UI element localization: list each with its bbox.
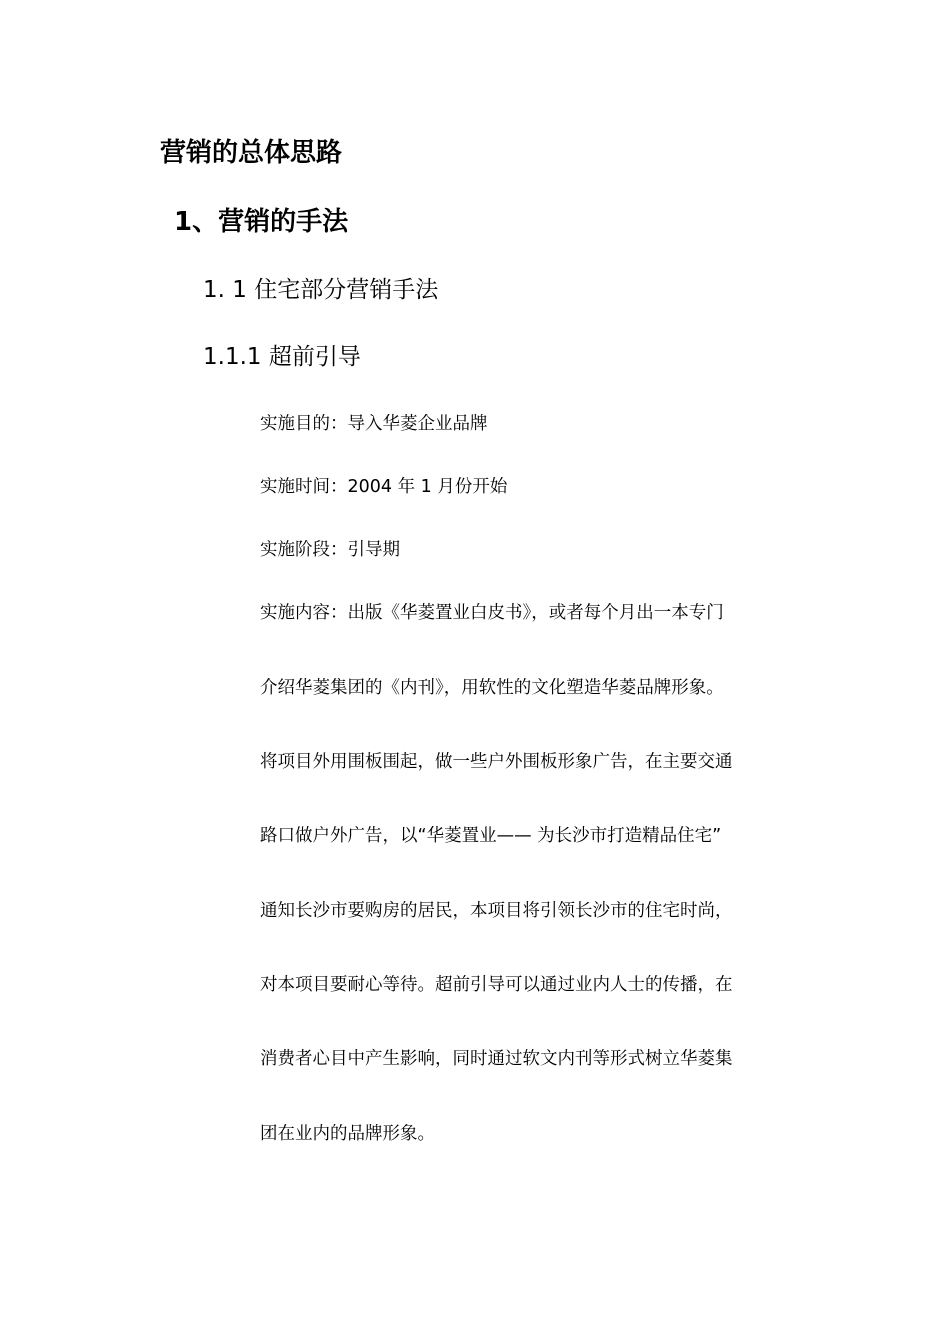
content-line: 消费者心目中产生影响，同时通过软文内刊等形式树立华菱集 bbox=[260, 1049, 733, 1069]
field-time: 实施时间：2004 年 1 月份开始 bbox=[260, 477, 508, 497]
field-stage: 实施阶段：引导期 bbox=[260, 540, 400, 560]
document-title: 营销的总体思路 bbox=[160, 138, 343, 168]
section-heading: 1、营销的手法 bbox=[174, 207, 349, 237]
field-purpose: 实施目的：导入华菱企业品牌 bbox=[260, 414, 488, 434]
content-line: 团在业内的品牌形象。 bbox=[260, 1124, 435, 1144]
content-line: 对本项目要耐心等待。超前引导可以通过业内人士的传播，在 bbox=[260, 975, 733, 995]
content-line: 介绍华菱集团的《内刊》，用软性的文化塑造华菱品牌形象。 bbox=[260, 678, 724, 698]
content-line: 通知长沙市要购房的居民，本项目将引领长沙市的住宅时尚， bbox=[260, 901, 733, 921]
content-line: 路口做户外广告，以“华菱置业—— 为长沙市打造精品住宅” bbox=[260, 826, 722, 846]
content-line: 实施内容：出版《华菱置业白皮书》，或者每个月出一本专门 bbox=[260, 603, 724, 623]
subsubsection-heading: 1.1.1 超前引导 bbox=[203, 344, 361, 370]
content-line: 将项目外用围板围起，做一些户外围板形象广告，在主要交通 bbox=[260, 752, 733, 772]
subsection-heading: 1. 1 住宅部分营销手法 bbox=[203, 277, 439, 303]
